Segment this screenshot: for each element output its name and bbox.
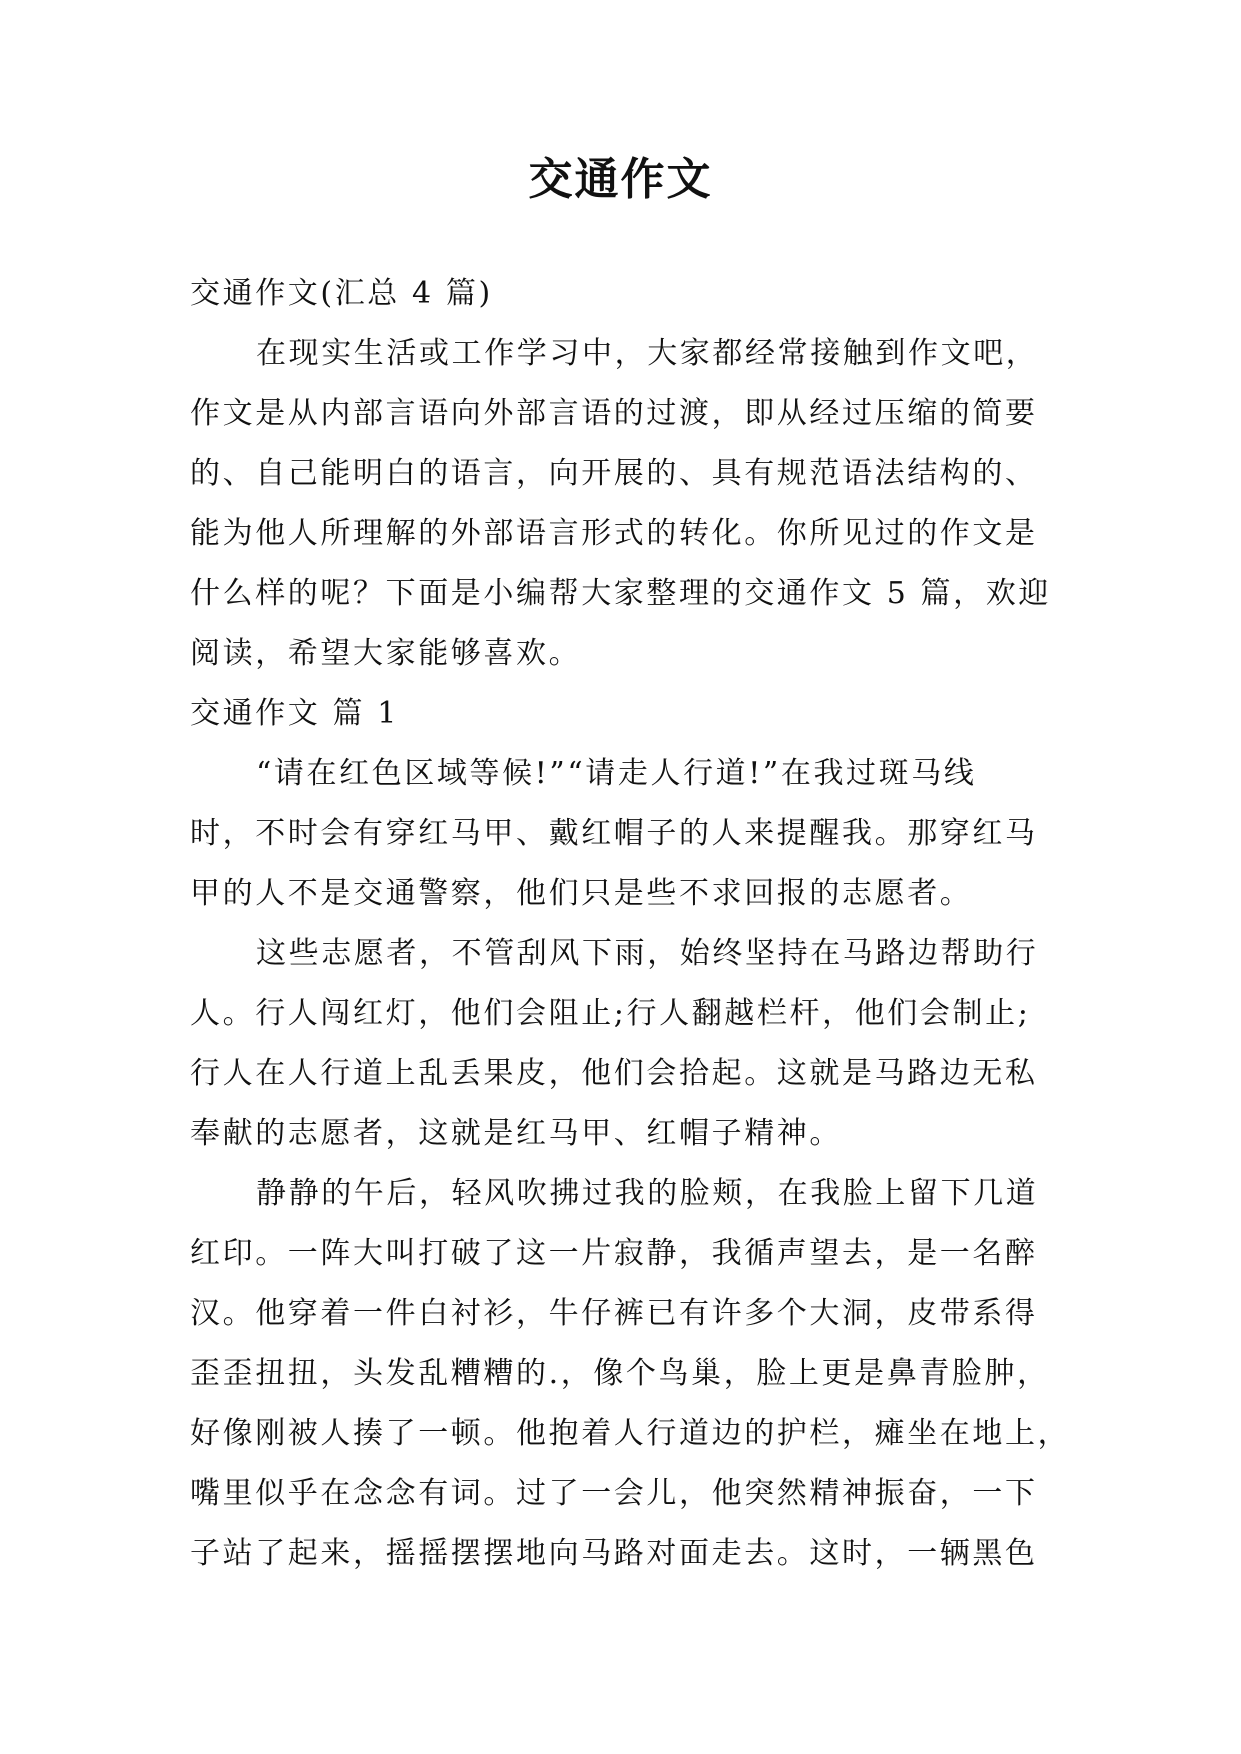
text-line: 这些志愿者，不管刮风下雨，始终坚持在马路边帮助行 [256,936,1039,971]
text-line: 交通作文(汇总 4 篇) [190,276,493,311]
text-line: “请在红色区域等候!”“请走人行道!”在我过斑马线 [256,756,977,791]
text-line: 的、自己能明白的语言，向开展的、具有规范语法结构的、 [190,456,1038,491]
text-line: 静静的午后，轻风吹拂过我的脸颊，在我脸上留下几道 [256,1176,1039,1211]
text-line: 行人在人行道上乱丢果皮，他们会拾起。这就是马路边无私 [190,1056,1038,1091]
text-line: 红印。一阵大叫打破了这一片寂静，我循声望去，是一名醉 [190,1236,1038,1271]
text-line: 甲的人不是交通警察，他们只是些不求回报的志愿者。 [190,876,973,911]
document-title: 交通作文 [528,154,713,205]
text-line: 人。行人闯红灯，他们会阻止;行人翻越栏杆，他们会制止; [190,996,1031,1031]
text-line: 嘴里似乎在念念有词。过了一会儿，他突然精神振奋，一下 [190,1476,1038,1511]
text-line: 能为他人所理解的外部语言形式的转化。你所见过的作文是 [190,516,1038,551]
text-line: 什么样的呢？下面是小编帮大家整理的交通作文 5 篇，欢迎 [190,576,1051,611]
text-line: 在现实生活或工作学习中，大家都经常接触到作文吧， [256,336,1039,371]
text-line: 作文是从内部言语向外部言语的过渡，即从经过压缩的简要 [190,396,1038,431]
text-line: 时，不时会有穿红马甲、戴红帽子的人来提醒我。那穿红马 [190,816,1038,851]
section-heading: 交通作文 篇 1 [190,696,399,731]
text-line: 奉献的志愿者，这就是红马甲、红帽子精神。 [190,1116,842,1151]
text-line: 子站了起来，摇摇摆摆地向马路对面走去。这时，一辆黑色 [190,1536,1038,1571]
text-line: 好像刚被人揍了一顿。他抱着人行道边的护栏，瘫坐在地上， [190,1416,1071,1451]
text-line: 歪歪扭扭，头发乱糟糟的.，像个鸟巢，脸上更是鼻青脸肿， [190,1356,1050,1391]
text-line: 汉。他穿着一件白衬衫，牛仔裤已有许多个大洞，皮带系得 [190,1296,1038,1331]
document-body [190,264,1071,1584]
text-line: 阅读，希望大家能够喜欢。 [190,636,582,671]
